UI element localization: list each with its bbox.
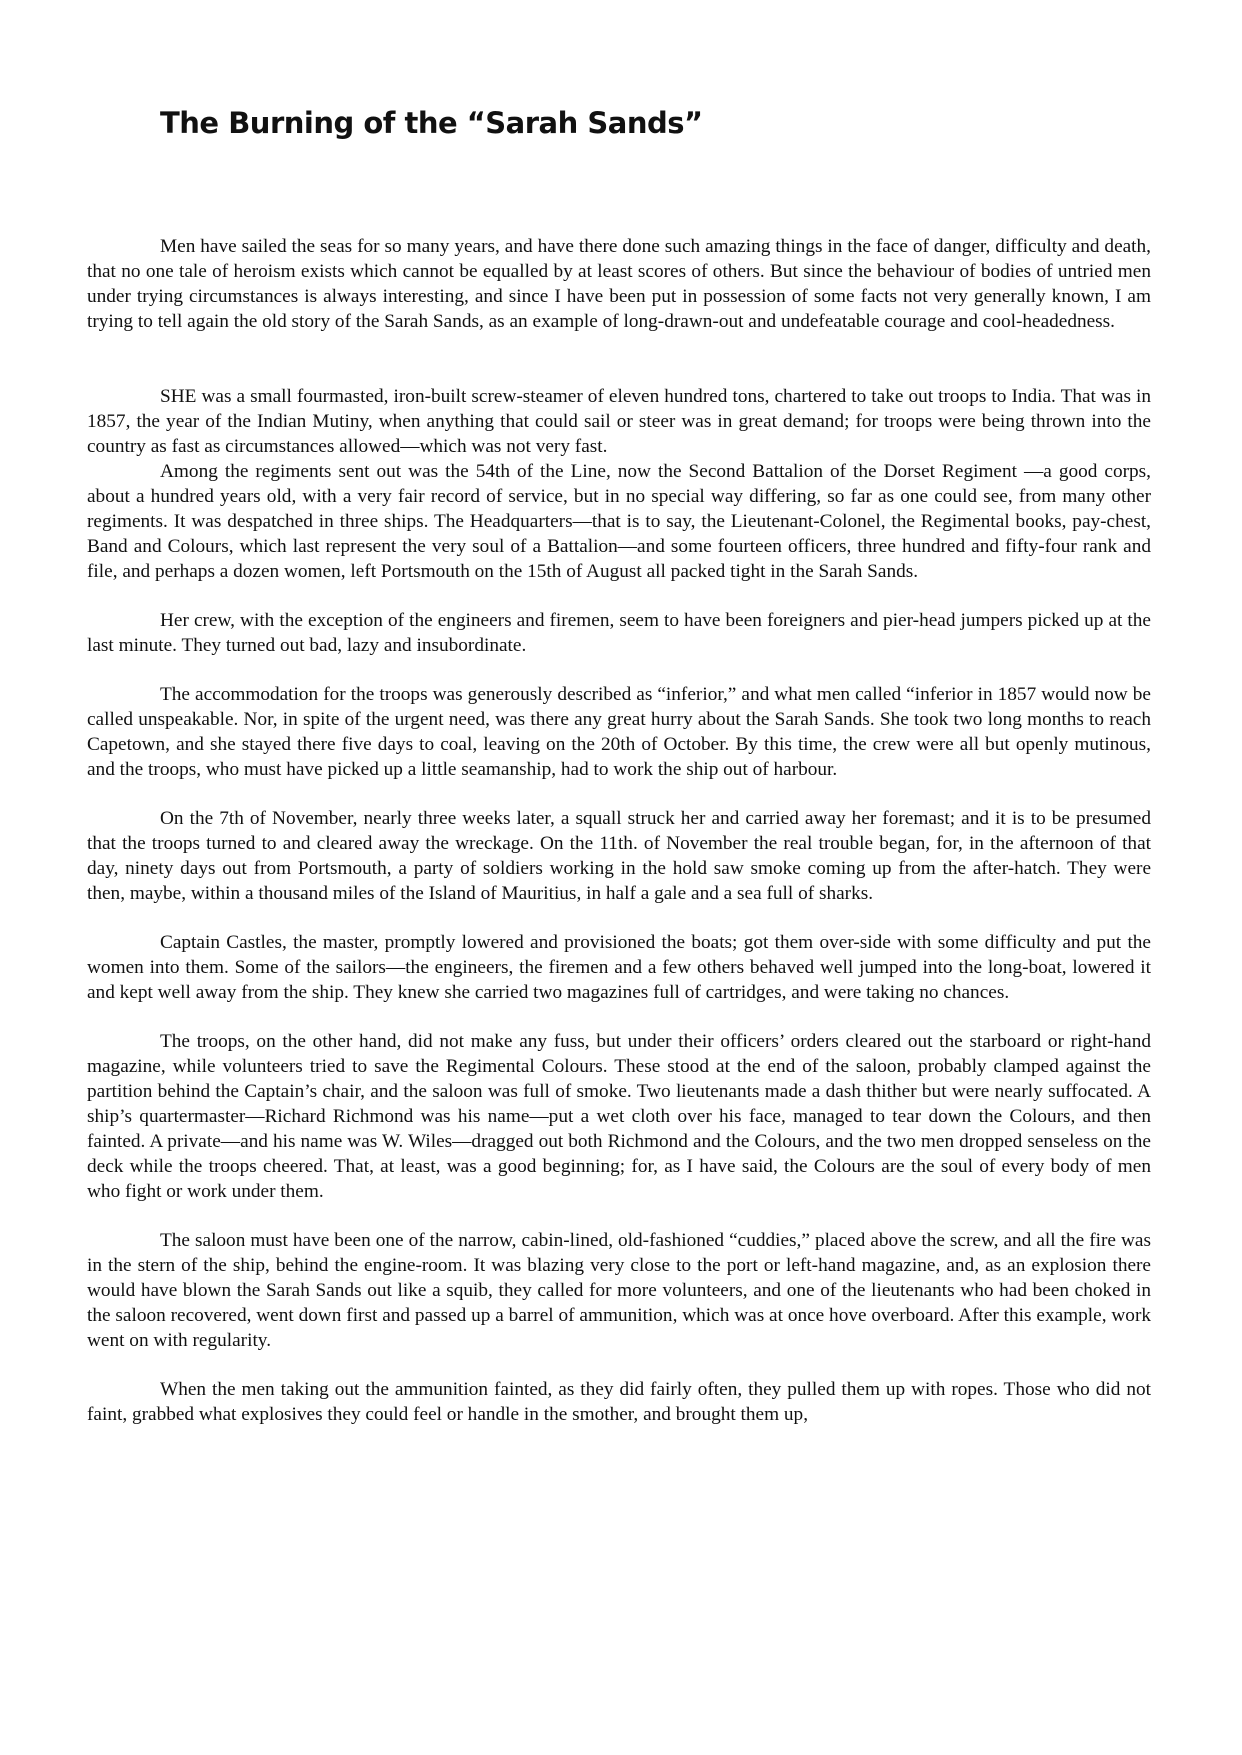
- paragraph: The accommodation for the troops was generously described as “inferior,” and what men called “inferior in 1857 would now be called unspeakable. Nor, in spite of the urgent need, was there any great hurry about the Sarah Sands. She took two long months to reach Capetown, and she stayed there five days to coal, leaving on the 20th of October. By this time, the crew were all but openly mutinous, and the troops, who must have picked up a little seamanship, had to work the ship out of harbour.: [87, 684, 1151, 780]
- paragraph: Among the regiments sent out was the 54th of the Line, now the Second Battalion of the Dorset Regiment —a good corps, about a hundred years old, with a very fair record of service, but in no special way differing, so far as one could see, from many other regiments. It was despatched in three ships. The Headquarters—that is to say, the Lieutenant-Colonel, the Regimental books, pay-chest, Band and Colours, which last represent the very soul of a Battalion—and some fourteen officers, three hundred and fifty-four rank and file, and perhaps a dozen women, left Portsmouth on the 15th of August all packed tight in the Sarah Sands.: [87, 461, 1151, 582]
- paragraph: On the 7th of November, nearly three weeks later, a squall struck her and carried away her foremast; and it is to be presumed that the troops turned to and cleared away the wreckage. On the 11th. of November the real trouble began, for, in the afternoon of that day, ninety days out from Portsmouth, a party of soldiers working in the hold saw smoke coming up from the after-hatch. They were then, maybe, within a thousand miles of the Island of Mauritius, in half a gale and a sea full of sharks.: [87, 808, 1151, 904]
- paragraph-intro: Men have sailed the seas for so many years, and have there done such amazing things in the face of danger, difficulty and death, that no one tale of heroism exists which cannot be equalled by at least scores of others. But since the behaviour of bodies of untried men under trying circumstances is always interesting, and since I have been put in possession of some facts not very generally known, I am trying to tell again the old story of the Sarah Sands, as an example of long-drawn-out and undefeatable courage and cool-headedness.: [87, 236, 1151, 332]
- document-body: [87, 234, 1151, 1427]
- paragraph: SHE was a small fourmasted, iron-built screw-steamer of eleven hundred tons, chartered to take out troops to India. That was in 1857, the year of the Indian Mutiny, when anything that could sail or steer was in great demand; for troops were being thrown into the country as fast as circumstances allowed—which was not very fast.: [87, 386, 1151, 457]
- paragraph: Captain Castles, the master, promptly lowered and provisioned the boats; got them over-side with some difficulty and put the women into them. Some of the sailors—the engineers, the firemen and a few others behaved well jumped into the long-boat, lowered it and kept well away from the ship. They knew she carried two magazines full of cartridges, and were taking no chances.: [87, 932, 1151, 1003]
- paragraph: When the men taking out the ammunition fainted, as they did fairly often, they pulled them up with ropes. Those who did not faint, grabbed what explosives they could feel or handle in the smother, and brought them up,: [87, 1379, 1151, 1425]
- paragraph: The troops, on the other hand, did not make any fuss, but under their officers’ orders cleared out the starboard or right-hand magazine, while volunteers tried to save the Regimental Colours. These stood at the end of the saloon, probably clamped against the partition behind the Captain’s chair, and the saloon was full of smoke. Two lieutenants made a dash thither but were nearly suffocated. A ship’s quartermaster—Richard Richmond was his name—put a wet cloth over his face, managed to tear down the Colours, and then fainted. A private—and his name was W. Wiles—dragged out both Richmond and the Colours, and the two men dropped senseless on the deck while the troops cheered. That, at least, was a good beginning; for, as I have said, the Colours are the soul of every body of men who fight or work under them.: [87, 1031, 1151, 1202]
- page-title: The Burning of the “Sarah Sands”: [160, 106, 703, 140]
- paragraph: The saloon must have been one of the narrow, cabin-lined, old-fashioned “cuddies,” placed above the screw, and all the fire was in the stern of the ship, behind the engine-room. It was blazing very close to the port or left-hand magazine, and, as an explosion there would have blown the Sarah Sands out like a squib, they called for more volunteers, and one of the lieutenants who had been choked in the saloon recovered, went down first and passed up a barrel of ammunition, which was at once hove overboard. After this example, work went on with regularity.: [87, 1230, 1151, 1351]
- paragraph: Her crew, with the exception of the engineers and firemen, seem to have been foreigners and pier-head jumpers picked up at the last minute. They turned out bad, lazy and insubordinate.: [87, 610, 1151, 656]
